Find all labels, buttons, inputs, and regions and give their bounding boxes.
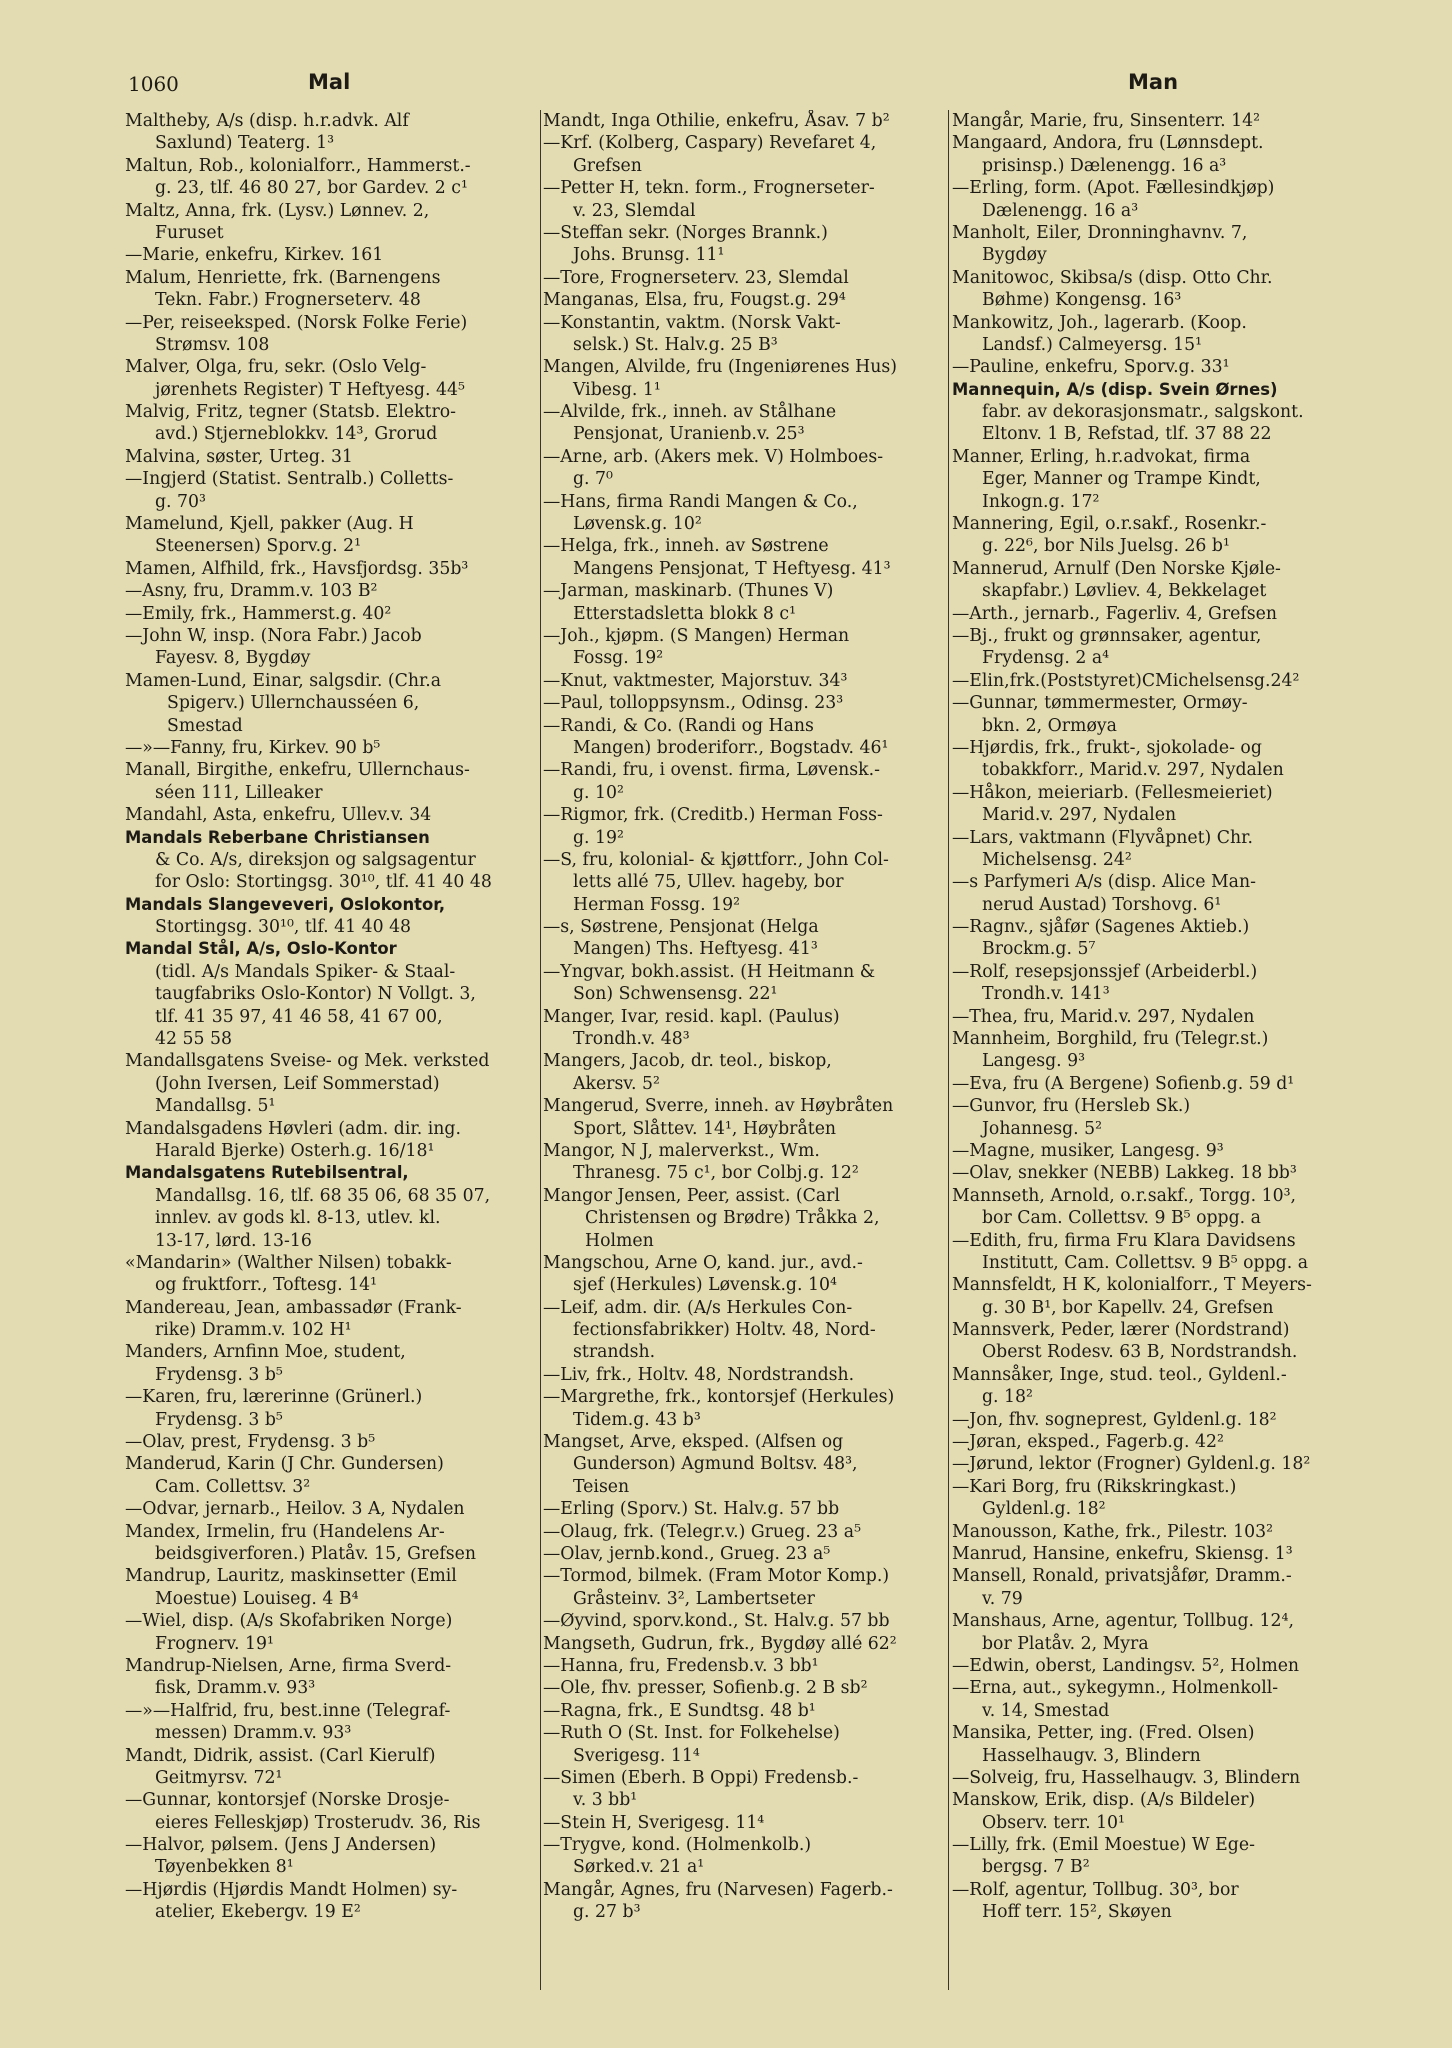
- directory-entry-line: Christensen og Brødre) Tråkka 2,: [585, 1208, 880, 1229]
- directory-entry-line: Mamen-Lund, Einar, salgsdir. (Chr.a: [125, 670, 442, 691]
- directory-entry-line: g. 70³: [155, 491, 206, 512]
- directory-entry-line: bor Cam. Collettsv. 9 B⁵ oppg. a: [982, 1208, 1261, 1229]
- directory-entry-line: selsk.) St. Halv.g. 25 B³: [573, 334, 778, 355]
- directory-entry-line: —Tore, Frognerseterv. 23, Slemdal: [543, 267, 849, 288]
- directory-entry-line: —Asny, fru, Dramm.v. 103 B²: [125, 581, 378, 602]
- directory-entry-line: Pensjonat, Uranienb.v. 25³: [573, 424, 805, 445]
- directory-entry-line: jørenhets Register) T Heftyesg. 44⁵: [155, 379, 465, 400]
- directory-entry-line: —s, Søstrene, Pensjonat (Helga: [543, 917, 819, 938]
- directory-entry-line: Stortingsg. 30¹⁰, tlf. 41 40 48: [155, 917, 412, 938]
- directory-entry-line: Eger, Manner og Trampe Kindt,: [982, 469, 1261, 490]
- directory-entry-line: —Lilly, frk. (Emil Moestue) W Ege-: [952, 1835, 1255, 1856]
- directory-entry-line: —Leif, adm. dir. (A/s Herkules Con-: [543, 1297, 853, 1318]
- directory-entry-line: —Lars, vaktmann (Flyvåpnet) Chr.: [952, 827, 1253, 848]
- directory-entry-line: Mansika, Petter, ing. (Fred. Olsen): [952, 1723, 1255, 1744]
- directory-entry-line: Institutt, Cam. Collettsv. 9 B⁵ oppg. a: [982, 1252, 1308, 1273]
- directory-entry-line: Mandallsg. 5¹: [155, 1096, 276, 1117]
- directory-entry-line: sjef (Herkules) Løvensk.g. 10⁴: [573, 1275, 837, 1296]
- directory-entry-line: Gyldenl.g. 18²: [982, 1499, 1106, 1520]
- directory-entry-line: Løvensk.g. 10²: [573, 514, 702, 535]
- directory-entry-line: —Olav, prest, Frydensg. 3 b⁵: [125, 1432, 376, 1453]
- directory-entry-line: Hoff terr. 15², Skøyen: [982, 1902, 1172, 1923]
- directory-entry-line: Michelsensg. 24²: [982, 849, 1132, 870]
- directory-entry-line: —Olav, jernb.kond., Grueg. 23 a⁵: [543, 1544, 831, 1564]
- directory-entry-line: skapfabr.) Løvliev. 4, Bekkelaget: [982, 581, 1267, 602]
- directory-entry-line: g. 23, tlf. 46 80 27, bor Gardev. 2 c¹: [155, 178, 468, 199]
- directory-entry-line: —Odvar, jernarb., Heilov. 3 A, Nydalen: [125, 1499, 465, 1520]
- directory-entry-bold-line: Mandals Reberbane Christiansen: [125, 827, 430, 847]
- directory-entry-line: Mansell, Ronald, privatsjåfør, Dramm.-: [952, 1566, 1292, 1587]
- directory-entry-line: Manderud, Karin (J Chr. Gundersen): [125, 1454, 444, 1475]
- directory-entry-line: —Erling, form. (Apot. Fællesindkjøp): [952, 178, 1275, 199]
- directory-entry-line: Dælenengg. 16 a³: [982, 200, 1139, 221]
- directory-entry-line: (John Iversen, Leif Sommerstad): [155, 1073, 440, 1094]
- directory-entry-line: —Tormod, bilmek. (Fram Motor Komp.): [543, 1566, 890, 1587]
- directory-entry-line: —Rigmor, frk. (Creditb.) Herman Foss-: [543, 805, 883, 826]
- directory-entry-line: —Steffan sekr. (Norges Brannk.): [543, 222, 828, 243]
- directory-entry-line: Smestad: [167, 715, 243, 736]
- directory-entry-line: Holmen: [585, 1230, 654, 1251]
- directory-entry-line: —Stein H, Sverigesg. 11⁴: [543, 1812, 765, 1833]
- column-divider: [540, 110, 541, 1990]
- directory-entry-line: Frydensg. 3 b⁵: [155, 1364, 283, 1385]
- right-guide-word: Man: [1128, 70, 1179, 94]
- directory-entry-line: 42 55 58: [155, 1029, 232, 1050]
- directory-entry-line: Inkogn.g. 17²: [982, 491, 1100, 512]
- directory-entry-line: Saxlund) Teaterg. 1³: [155, 133, 335, 154]
- directory-entry-line: v. 23, Slemdal: [573, 200, 696, 221]
- directory-entry-line: nerud Austad) Torshovg. 6¹: [982, 894, 1222, 915]
- directory-entry-line: Manganas, Elsa, fru, Fougst.g. 29⁴: [543, 290, 846, 311]
- directory-entry-bold-line: Mandalsgatens Rutebilsentral,: [125, 1163, 409, 1183]
- directory-entry-line: —Edith, fru, firma Fru Klara Davidsens: [952, 1230, 1296, 1251]
- directory-column-1: [125, 110, 537, 1924]
- directory-entry-line: Mangset, Arve, eksped. (Alfsen og: [543, 1432, 844, 1453]
- directory-entry-line: —Trygve, kond. (Holmenkolb.): [543, 1835, 812, 1856]
- directory-entry-line: Brockm.g. 5⁷: [982, 939, 1096, 960]
- directory-entry-line: Maltheby, A/s (disp. h.r.advk. Alf: [125, 111, 409, 131]
- directory-entry-line: Furuset: [155, 222, 224, 243]
- directory-entry-line: Geitmyrsv. 72¹: [155, 1767, 283, 1788]
- directory-entry-line: Mannering, Egil, o.r.sakf., Rosenkr.-: [952, 514, 1267, 535]
- directory-entry-line: Mangschou, Arne O, kand. jur., avd.-: [543, 1252, 863, 1273]
- directory-entry-line: —Solveig, fru, Hasselhaugv. 3, Blindern: [952, 1767, 1301, 1788]
- directory-entry-line: —Eva, fru (A Bergene) Sofienb.g. 59 d¹: [952, 1073, 1295, 1094]
- directory-entry-line: Landsf.) Calmeyersg. 15¹: [982, 334, 1203, 355]
- directory-entry-line: Manner, Erling, h.r.advokat, firma: [952, 446, 1251, 467]
- directory-entry-line: Mankowitz, Joh., lagerarb. (Koop.: [952, 312, 1247, 333]
- directory-entry-bold-line: Mannequin, A/s (disp. Svein Ørnes): [952, 379, 1278, 399]
- directory-entry-line: —Rolf, resepsjonssjef (Arbeiderbl.): [952, 961, 1258, 982]
- directory-entry-line: —Randi, fru, i ovenst. firma, Løvensk.-: [543, 760, 880, 781]
- directory-entry-line: —Wiel, disp. (A/s Skofabriken Norge): [125, 1611, 453, 1632]
- directory-entry-line: Hasselhaugv. 3, Blindern: [982, 1745, 1201, 1766]
- directory-entry-line: Thranesg. 75 c¹, bor Colbj.g. 12²: [573, 1163, 859, 1184]
- directory-entry-line: tobakkforr., Marid.v. 297, Nydalen: [982, 760, 1284, 781]
- directory-entry-line: —Krf. (Kolberg, Caspary) Revefaret 4,: [543, 133, 877, 154]
- directory-entry-line: —Thea, fru, Marid.v. 297, Nydalen: [952, 1006, 1255, 1027]
- directory-entry-line: Mangseth, Gudrun, frk., Bygdøy allé 62²: [543, 1633, 897, 1654]
- directory-entry-line: Manholt, Eiler, Dronninghavnv. 7,: [952, 222, 1248, 243]
- directory-entry-line: —Per, reiseeksped. (Norsk Folke Ferie): [125, 312, 468, 333]
- directory-entry-line: taugfabriks Oslo-Kontor) N Vollgt. 3,: [155, 984, 476, 1005]
- directory-entry-line: Mangaard, Andora, fru (Lønnsdept.: [952, 133, 1264, 154]
- directory-entry-line: rike) Dramm.v. 102 H¹: [155, 1320, 352, 1341]
- directory-entry-line: (tidl. A/s Mandals Spiker- & Staal-: [155, 961, 456, 982]
- directory-entry-line: og fruktforr., Toftesg. 14¹: [155, 1275, 378, 1296]
- directory-entry-line: Spigerv.) Ullernchausséen 6,: [167, 693, 420, 714]
- directory-entry-line: eieres Felleskjøp) Trosterudv. 36, Ris: [155, 1812, 481, 1833]
- directory-entry-line: —Bj., frukt og grønnsaker, agentur,: [952, 625, 1262, 646]
- directory-entry-line: Manders, Arnfinn Moe, student,: [125, 1342, 406, 1363]
- directory-entry-line: —Magne, musiker, Langesg. 9³: [952, 1140, 1224, 1161]
- directory-entry-line: Johannesg. 5²: [982, 1118, 1103, 1139]
- directory-entry-line: Maltun, Rob., kolonialforr., Hammerst.-: [125, 155, 471, 176]
- directory-entry-line: & Co. A/s, direksjon og salgsagentur: [155, 849, 476, 870]
- directory-entry-line: g. 19²: [573, 827, 624, 848]
- directory-entry-line: Observ. terr. 10¹: [982, 1812, 1125, 1833]
- directory-entry-line: Eltonv. 1 B, Refstad, tlf. 37 88 22: [982, 424, 1272, 445]
- directory-entry-line: Fossg. 19²: [573, 648, 664, 669]
- page-number: 1060: [128, 72, 179, 96]
- directory-entry-line: —Gunnar, tømmermester, Ormøy-: [952, 693, 1248, 714]
- directory-entry-line: Oberst Rodesv. 63 B, Nordstrandsh.: [982, 1342, 1298, 1363]
- directory-entry-line: —Rolf, agentur, Tollbug. 30³, bor: [952, 1879, 1239, 1900]
- directory-entry-line: —Erna, aut., sykegymn., Holmenkoll-: [952, 1678, 1279, 1699]
- directory-entry-line: 13-17, lørd. 13-16: [155, 1230, 312, 1251]
- directory-entry-line: —Knut, vaktmester, Majorstuv. 34³: [543, 670, 848, 691]
- directory-entry-line: Etterstadsletta blokk 8 c¹: [573, 603, 797, 624]
- directory-entry-line: Johs. Brunsg. 11¹: [573, 245, 725, 266]
- directory-entry-line: Bygdøy: [982, 245, 1047, 266]
- directory-entry-line: Mangen, Alvilde, fru (Ingeniørenes Hus): [543, 357, 897, 378]
- directory-entry-line: Manshaus, Arne, agentur, Tollbug. 12⁴,: [952, 1611, 1294, 1632]
- directory-entry-line: Steenersen) Sporv.g. 2¹: [155, 536, 362, 557]
- directory-entry-line: Mangens Pensjonat, T Heftyesg. 41³: [573, 558, 891, 579]
- directory-entry-line: strandsh.: [573, 1342, 656, 1363]
- directory-entry-line: Son) Schwensensg. 22¹: [573, 984, 778, 1005]
- directory-entry-line: Sørked.v. 21 a¹: [573, 1857, 705, 1878]
- directory-entry-line: Mandt, Inga Othilie, enkefru, Åsav. 7 b²: [543, 111, 890, 131]
- directory-entry-line: Malvig, Fritz, tegner (Statsb. Elektro-: [125, 402, 457, 423]
- directory-entry-line: Marid.v. 297, Nydalen: [982, 805, 1177, 826]
- directory-entry-line: —Karen, fru, lærerinne (Grünerl.): [125, 1387, 423, 1408]
- directory-entry-line: Manger, Ivar, resid. kapl. (Paulus): [543, 1006, 840, 1027]
- directory-entry-line: —Jarman, maskinarb. (Thunes V): [543, 581, 834, 602]
- directory-entry-line: Malver, Olga, fru, sekr. (Oslo Velg-: [125, 357, 427, 378]
- directory-entry-line: —Simen (Eberh. B Oppi) Fredensb.-: [543, 1767, 859, 1788]
- directory-entry-line: Herman Fossg. 19²: [573, 894, 741, 915]
- directory-entry-line: Mangår, Agnes, fru (Narvesen) Fagerb.-: [543, 1879, 893, 1900]
- directory-entry-line: —Halvor, pølsem. (Jens J Andersen): [125, 1835, 437, 1856]
- directory-entry-line: —Paul, tolloppsynsm., Odinsg. 23³: [543, 693, 844, 714]
- directory-entry-line: atelier, Ekebergv. 19 E²: [155, 1902, 361, 1923]
- directory-entry-line: —S, fru, kolonial- & kjøttforr., John Col-: [543, 849, 889, 870]
- directory-column-3: [952, 110, 1352, 1924]
- directory-entry-line: Teisen: [573, 1476, 630, 1497]
- directory-entry-line: séen 111, Lilleaker: [155, 782, 323, 803]
- directory-entry-line: Moestue) Louiseg. 4 B⁴: [155, 1588, 359, 1609]
- directory-entry-line: —Ole, fhv. presser, Sofienb.g. 2 B sb²: [543, 1678, 868, 1699]
- directory-entry-line: Mandrup-Nielsen, Arne, firma Sverd-: [125, 1655, 452, 1676]
- directory-entry-line: Malum, Henriette, frk. (Barnengens: [125, 267, 441, 288]
- directory-entry-line: —Hans, firma Randi Mangen & Co.,: [543, 491, 858, 512]
- directory-entry-line: Frognerv. 19¹: [155, 1633, 274, 1654]
- page-header: [0, 64, 1452, 104]
- directory-entry-line: v. 3 bb¹: [573, 1790, 638, 1811]
- directory-entry-line: bor Platåv. 2, Myra: [982, 1633, 1149, 1654]
- directory-entry-line: Gråsteinv. 3², Lambertseter: [573, 1588, 815, 1609]
- directory-entry-line: —Jon, fhv. sogneprest, Gyldenl.g. 18²: [952, 1409, 1277, 1430]
- directory-entry-line: letts allé 75, Ullev. hageby, bor: [573, 872, 844, 893]
- directory-entry-line: —Kari Borg, fru (Rikskringkast.): [952, 1476, 1237, 1497]
- directory-entry-line: Manskow, Erik, disp. (A/s Bildeler): [952, 1790, 1256, 1811]
- directory-entry-line: messen) Dramm.v. 93³: [155, 1723, 352, 1744]
- directory-column-2: [543, 110, 948, 1924]
- directory-entry-line: Mangen) broderiforr., Bogstadv. 46¹: [573, 737, 889, 758]
- directory-entry-line: —Edwin, oberst, Landingsv. 5², Holmen: [952, 1655, 1300, 1676]
- directory-entry-line: Mannsverk, Peder, lærer (Nordstrand): [952, 1320, 1290, 1341]
- directory-entry-line: —Ragna, frk., E Sundtsg. 48 b¹: [543, 1700, 816, 1721]
- directory-entry-line: —Yngvar, bokh.assist. (H Heitmann &: [543, 961, 876, 982]
- directory-entry-line: Malvina, søster, Urteg. 31: [125, 446, 353, 467]
- directory-entry-line: Manitowoc, Skibsa/s (disp. Otto Chr.: [952, 267, 1273, 288]
- directory-entry-line: innlev. av gods kl. 8-13, utlev. kl.: [155, 1208, 441, 1229]
- directory-entry-line: —Olav, snekker (NEBB) Lakkeg. 18 bb³: [952, 1163, 1297, 1184]
- directory-entry-line: —Hjørdis, frk., frukt-, sjokolade- og: [952, 737, 1262, 758]
- directory-entry-line: —Arth., jernarb., Fagerliv. 4, Grefsen: [952, 603, 1277, 624]
- directory-entry-line: Harald Bjerke) Osterh.g. 16/18¹: [155, 1140, 435, 1161]
- directory-entry-line: Mannsåker, Inge, stud. teol., Gyldenl.-: [952, 1364, 1287, 1385]
- directory-entry-line: Sport, Slåttev. 14¹, Høybråten: [573, 1118, 837, 1139]
- directory-entry-line: Mandex, Irmelin, fru (Handelens Ar-: [125, 1521, 445, 1542]
- directory-entry-line: —Håkon, meieriarb. (Fellesmeieriet): [952, 782, 1273, 803]
- directory-entry-line: —Margrethe, frk., kontorsjef (Herkules): [543, 1387, 895, 1408]
- directory-entry-line: Trondh.v. 48³: [573, 1029, 690, 1050]
- directory-entry-line: Bøhme) Kongensg. 16³: [982, 290, 1182, 311]
- directory-entry-line: beidsgiverforen.) Platåv. 15, Grefsen: [155, 1544, 477, 1564]
- directory-entry-line: fectionsfabrikker) Holtv. 48, Nord-: [573, 1320, 876, 1341]
- left-guide-word: Mal: [308, 70, 351, 94]
- directory-entry-line: —Helga, frk., inneh. av Søstrene: [543, 536, 829, 557]
- directory-entry-line: —Olaug, frk. (Telegr.v.) Grueg. 23 a⁵: [543, 1521, 862, 1542]
- directory-entry-line: —Marie, enkefru, Kirkev. 161: [125, 245, 384, 266]
- directory-entry-line: —Gunvor, fru (Hersleb Sk.): [952, 1096, 1191, 1117]
- directory-entry-line: Mandahl, Asta, enkefru, Ullev.v. 34: [125, 805, 432, 826]
- directory-entry-line: Mangår, Marie, fru, Sinsenterr. 14²: [952, 111, 1261, 131]
- directory-entry-line: Mannerud, Arnulf (Den Norske Kjøle-: [952, 558, 1281, 579]
- directory-entry-line: Sverigesg. 11⁴: [573, 1745, 700, 1766]
- directory-entry-line: Manousson, Kathe, frk., Pilestr. 103²: [952, 1521, 1274, 1542]
- directory-entry-line: —»—Fanny, fru, Kirkev. 90 b⁵: [125, 737, 381, 758]
- directory-entry-line: Mamen, Alfhild, frk., Havsfjordsg. 35b³: [125, 558, 469, 579]
- directory-entry-line: Vibesg. 1¹: [573, 379, 661, 400]
- directory-entry-line: —Elin,frk.(Poststyret)CMichelsensg.24²: [952, 670, 1300, 691]
- directory-entry-line: Manrud, Hansine, enkefru, Skiensg. 1³: [952, 1544, 1293, 1564]
- directory-entry-line: g. 7⁰: [573, 469, 613, 490]
- directory-entry-line: —»—Halfrid, fru, best.inne (Telegraf-: [125, 1700, 451, 1721]
- directory-entry-line: g. 10²: [573, 782, 624, 803]
- directory-entry-line: —Ingjerd (Statist. Sentralb.) Colletts-: [125, 469, 454, 490]
- directory-entry-line: Tekn. Fabr.) Frognerseterv. 48: [155, 290, 421, 311]
- directory-entry-line: Frydensg. 3 b⁵: [155, 1409, 283, 1430]
- directory-entry-line: Grefsen: [573, 155, 642, 176]
- directory-entry-bold-line: Mandal Stål, A/s, Oslo-Kontor: [125, 939, 397, 959]
- directory-entry-line: Frydensg. 2 a⁴: [982, 648, 1110, 669]
- directory-entry-line: —Øyvind, sporv.kond., St. Halv.g. 57 bb: [543, 1611, 890, 1632]
- directory-entry-line: —Hanna, fru, Fredensb.v. 3 bb¹: [543, 1655, 819, 1676]
- directory-entry-line: Akersv. 5²: [573, 1073, 660, 1094]
- directory-entry-line: —John W, insp. (Nora Fabr.) Jacob: [125, 625, 422, 646]
- directory-entry-line: Mannsfeldt, H K, kolonialforr., T Meyers-: [952, 1275, 1312, 1296]
- directory-entry-line: —Randi, & Co. (Randi og Hans: [543, 715, 814, 736]
- directory-entry-line: g. 30 B¹, bor Kapellv. 24, Grefsen: [982, 1297, 1274, 1318]
- directory-entry-line: bergsg. 7 B²: [982, 1857, 1090, 1878]
- directory-entry-line: —Erling (Sporv.) St. Halv.g. 57 bb: [543, 1499, 840, 1520]
- directory-entry-line: Cam. Collettsv. 3²: [155, 1476, 311, 1497]
- directory-entry-line: g. 27 b³: [573, 1902, 641, 1923]
- directory-entry-line: —Emily, frk., Hammerst.g. 40²: [125, 603, 392, 624]
- directory-entry-line: v. 79: [982, 1588, 1023, 1609]
- directory-entry-line: Mamelund, Kjell, pakker (Aug. H: [125, 514, 414, 535]
- directory-entry-line: g. 22⁶, bor Nils Juelsg. 26 b¹: [982, 536, 1230, 557]
- directory-entry-line: —Ruth O (St. Inst. for Folkehelse): [543, 1723, 840, 1744]
- directory-entry-line: —Jøran, eksped., Fagerb.g. 42²: [952, 1432, 1224, 1453]
- directory-entry-line: g. 18²: [982, 1387, 1033, 1408]
- directory-entry-line: —Joh., kjøpm. (S Mangen) Herman: [543, 625, 850, 646]
- directory-entry-line: Mandallsg. 16, tlf. 68 35 06, 68 35 07,: [155, 1185, 491, 1206]
- directory-entry-line: —Gunnar, kontorsjef (Norske Drosje-: [125, 1790, 450, 1811]
- directory-entry-line: —Jørund, lektor (Frogner) Gyldenl.g. 18²: [952, 1454, 1311, 1475]
- directory-entry-line: Mandrup, Lauritz, maskinsetter (Emil: [125, 1566, 457, 1587]
- directory-entry-line: for Oslo: Stortingsg. 30¹⁰, tlf. 41 40 48: [155, 872, 492, 893]
- directory-entry-line: Mangor, N J, malerverkst., Wm.: [543, 1140, 820, 1161]
- directory-entry-line: —Liv, frk., Holtv. 48, Nordstrandsh.: [543, 1364, 855, 1385]
- directory-entry-line: «Mandarin» (Walther Nilsen) tobakk-: [125, 1252, 452, 1273]
- directory-entry-line: —Ragnv., sjåfør (Sagenes Aktieb.): [952, 917, 1250, 938]
- directory-entry-line: Mangers, Jacob, dr. teol., biskop,: [543, 1051, 832, 1072]
- directory-entry-line: Fayesv. 8, Bygdøy: [155, 648, 311, 669]
- directory-entry-line: —Pauline, enkefru, Sporv.g. 33¹: [952, 357, 1230, 378]
- directory-entry-line: fisk, Dramm.v. 93³: [155, 1678, 316, 1699]
- directory-entry-line: —Hjørdis (Hjørdis Mandt Holmen) sy-: [125, 1879, 458, 1900]
- directory-entry-line: Mandereau, Jean, ambassadør (Frank-: [125, 1297, 462, 1318]
- directory-entry-line: bkn. 2, Ormøya: [982, 715, 1117, 736]
- directory-entry-line: Strømsv. 108: [155, 334, 270, 355]
- directory-entry-line: Mangor Jensen, Peer, assist. (Carl: [543, 1185, 840, 1206]
- directory-entry-line: Gunderson) Agmund Boltsv. 48³,: [573, 1454, 858, 1475]
- directory-entry-line: Mandallsgatens Sveise- og Mek. verksted: [125, 1051, 490, 1072]
- directory-entry-line: Manall, Birgithe, enkefru, Ullernchaus-: [125, 760, 470, 781]
- directory-entry-line: Mandalsgadens Høvleri (adm. dir. ing.: [125, 1118, 461, 1139]
- directory-entry-bold-line: Mandals Slangeveveri, Oslokontor,: [125, 894, 446, 914]
- directory-entry-line: Tidem.g. 43 b³: [573, 1409, 701, 1430]
- directory-entry-line: tlf. 41 35 97, 41 46 58, 41 67 00,: [155, 1006, 443, 1027]
- directory-entry-line: Mandt, Didrik, assist. (Carl Kierulf): [125, 1745, 436, 1766]
- directory-entry-line: Langesg. 9³: [982, 1051, 1086, 1072]
- directory-entry-line: Tøyenbekken 8¹: [155, 1857, 294, 1878]
- directory-entry-line: —Petter H, tekn. form., Frognerseter-: [543, 178, 875, 199]
- directory-entry-line: Mangerud, Sverre, inneh. av Høybråten: [543, 1096, 894, 1117]
- directory-entry-line: —Konstantin, vaktm. (Norsk Vakt-: [543, 312, 841, 333]
- directory-entry-line: v. 14, Smestad: [982, 1700, 1110, 1721]
- directory-entry-line: Mangen) Ths. Heftyesg. 41³: [573, 939, 818, 960]
- directory-entry-line: —Arne, arb. (Akers mek. V) Holmboes-: [543, 446, 884, 467]
- directory-entry-line: prisinsp.) Dælenengg. 16 a³: [982, 155, 1227, 176]
- directory-entry-line: Trondh.v. 141³: [982, 984, 1110, 1005]
- directory-entry-line: Mannheim, Borghild, fru (Telegr.st.): [952, 1029, 1269, 1050]
- directory-entry-line: fabr. av dekorasjonsmatr., salgskont.: [982, 402, 1304, 423]
- directory-entry-line: —Alvilde, frk., inneh. av Stålhane: [543, 402, 837, 423]
- directory-entry-line: avd.) Stjerneblokkv. 14³, Grorud: [155, 424, 438, 445]
- column-divider: [948, 110, 949, 1990]
- directory-entry-line: Maltz, Anna, frk. (Lysv.) Lønnev. 2,: [125, 200, 430, 221]
- directory-entry-line: Mannseth, Arnold, o.r.sakf., Torgg. 10³,: [952, 1185, 1296, 1206]
- directory-entry-line: —s Parfymeri A/s (disp. Alice Man-: [952, 872, 1256, 893]
